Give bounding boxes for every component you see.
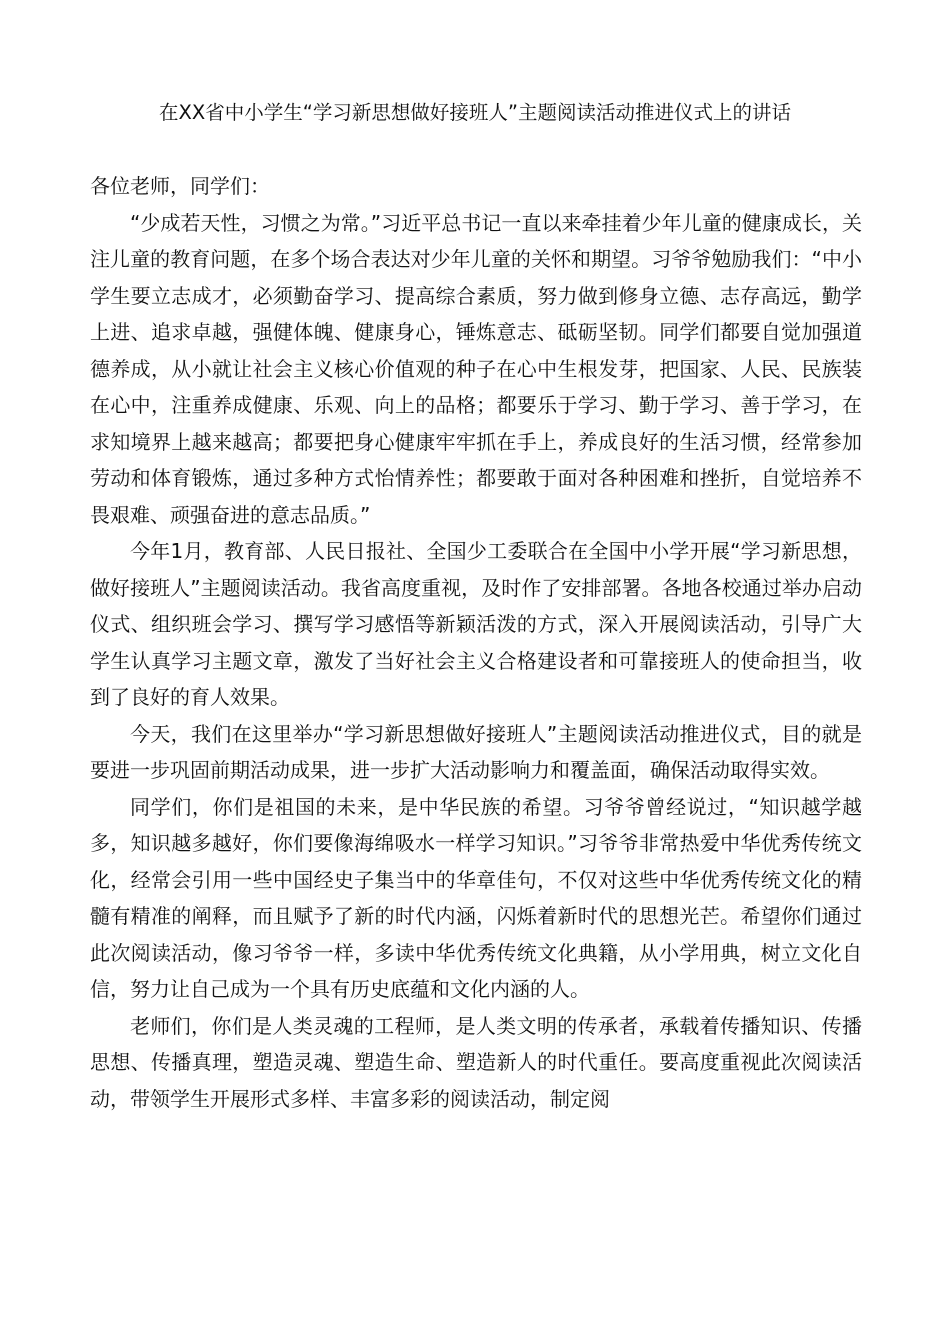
document-title: 在XX省中小学生“学习新思想做好接班人”主题阅读活动推进仪式上的讲话 — [159, 101, 791, 124]
salutation: 各位老师，同学们： — [90, 174, 270, 198]
paragraph-4: 同学们，你们是祖国的未来，是中华民族的希望。习爷爷曾经说过，“知识越学越多，知识越多越好，你们要像海绵吸水一样学习知识。”习爷爷非常热爱中华优秀传统文化，经常会引用一些中国经史子集当中的华章佳句，不仅对这些中华优秀传统文化的精髓有精准的阐释，而且赋予了新的时代内涵，闪烁着新时代的思想光芒。希望你们通过此次阅读活动，像习爷爷一样，多读中华优秀传统文化典籍，从小学用典，树立文化自信，努力让自己成为一个具有历史底蕴和文化内涵的人。 — [90, 794, 862, 1001]
paragraph-2: 今年1月，教育部、人民日报社、全国少工委联合在全国中小学开展“学习新思想，做好接班人”主题阅读活动。我省高度重视，及时作了安排部署。各地各校通过举办启动仪式、组织班会学习、撰写学习感悟等新颖活泼的方式，深入开展阅读活动，引导广大学生认真学习主题文章，激发了当好社会主义合格建设者和可靠接班人的使命担当，收到了良好的育人效果。 — [90, 539, 862, 709]
paragraph-3: 今天，我们在这里举办“学习新思想做好接班人”主题阅读活动推进仪式，目的就是要进一步巩固前期活动成果，进一步扩大活动影响力和覆盖面，确保活动取得实效。 — [90, 721, 862, 782]
document-body — [90, 168, 862, 1117]
paragraph-1: “少成若天性，习惯之为常。”习近平总书记一直以来牵挂着少年儿童的健康成长，关注儿童的教育问题，在多个场合表达对少年儿童的关怀和期望。习爷爷勉励我们：“中小学生要立志成才，必须勤奋学习、提高综合素质，努力做到修身立德、志存高远，勤学上进、追求卓越，强健体魄、健康身心，锤炼意志、砥砺坚韧。同学们都要自觉加强道德养成，从小就让社会主义核心价值观的种子在心中生根发芽，把国家、人民、民族装在心中，注重养成健康、乐观、向上的品格；都要乐于学习、勤于学习、善于学习，在求知境界上越来越高；都要把身心健康牢牢抓在手上，养成良好的生活习惯，经常参加劳动和体育锻炼，通过多种方式怡情养性；都要敢于面对各种困难和挫折，自觉培养不畏艰难、顽强奋进的意志品质。” — [90, 210, 862, 527]
paragraph-5: 老师们，你们是人类灵魂的工程师，是人类文明的传承者，承载着传播知识、传播思想、传播真理，塑造灵魂、塑造生命、塑造新人的时代重任。要高度重视此次阅读活动，带领学生开展形式多样、丰富多彩的阅读活动，制定阅 — [90, 1013, 862, 1111]
